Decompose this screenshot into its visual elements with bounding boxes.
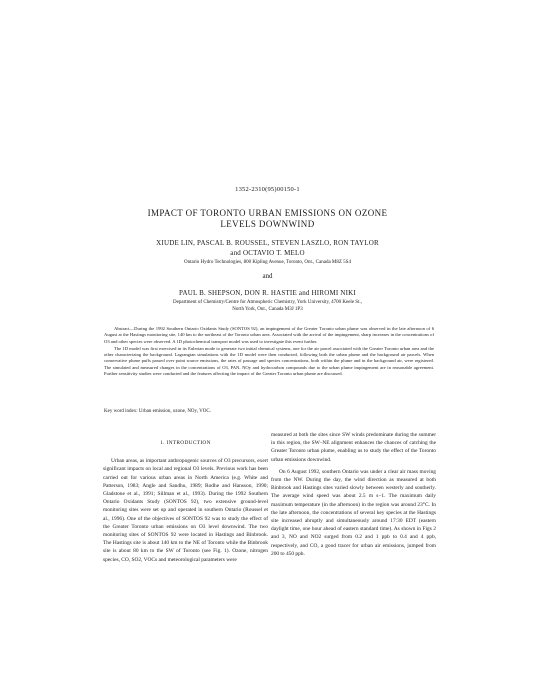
- keywords: Key word index: Urban emission, ozone, NOy, VOC.: [104, 409, 211, 414]
- intro-paragraph-3: On 6 August 1992, southern Ontario was under a clear air mass moving from the NW. During the day, the wind direction as measured at both Binbrook and Hastings sites varied slowly between westerly and southerly. The average wind speed was about 2.5 m s−1. The maximum daily maximum temperature (in the afternoon) in the region was around 23°C. In the late afternoon, the concentrations of several key species at the Hastings site increased abruptly and simultaneously around 17:30 EDT (eastern daylight time, one hour ahead of eastern standard time). As shown in Figs 2 and 3, NO and NO2 surged from 0.2 and 1 ppb to 0.4 and 4 ppb, respectively, and CO, a good tracer for urban air emissions, jumped from 200 to 450 ppb.: [271, 468, 436, 557]
- authors-group-1-line-1: XIUDE LIN, PASCAL B. ROUSSEL, STEVEN LASZLO, RON TAYLOR: [156, 239, 379, 247]
- article-title: [90, 208, 445, 230]
- affiliation-2: [110, 299, 425, 313]
- affiliation-2-line-2: North York, Ont., Canada M3J 1P3: [232, 307, 303, 312]
- abstract-paragraph-2: The 1D model was first exercised in its Eulerian mode to generate two initial chemical systems, one for the air parcel associated with the Greater Toronto urban area and the other characterizing the background. Lagrangian simulations with the 1D model were then conducted, following both the urban plume and the background air parcels. When conservative plume puffs passed over point source emissions, the rates of passage and species concentrations, both within the plume and in the background air, were registered. The simulated and measured changes in the concentrations of O3, PAN, NOy and hydrocarbon compounds due to the urban plume impingement are in reasonable agreement. Further sensitivity studies were conducted and the features affecting the impact of the Greater Toronto urban plume are discussed.: [104, 345, 434, 377]
- authors-group-2: PAUL B. SHEPSON, DON R. HASTIE and HIROMI NIKI: [179, 289, 356, 297]
- intro-paragraph-1: Urban areas, as important anthropogenic sources of O3 precursors, exert significant impacts on local and regional O3 levels. Previous work has been carried out for various urban areas in North America (e.g. White and Patterson, 1983; Angle and Sandhu, 1989; Rodhe and Hansson, 1990; Gladstone et al., 1991; Sillman et al., 1993). During the 1992 Southern Ontario Oxidants Study (SONTOS 92), two extensive ground-level monitoring sites were set up and operated in southern Ontario (Roussel et al., 1996). One of the objectives of SONTOS 92 was to study the effect of the Greater Toronto urban emissions on O3 level downwind. The two monitoring sites of SONTOS 92 were located in Hastings and Binbrook. The Hastings site is about 140 km to the NE of Toronto while the Binbrook site is about 80 km to the SW of Toronto (see Fig. 1). Ozone, nitrogen species, CO, SO2, VOCs and meteorological parameters were: [103, 458, 268, 563]
- authors-group-1: [80, 238, 455, 258]
- authors-group-1-line-2: and OCTAVIO T. MELO: [230, 249, 305, 257]
- abstract-paragraph-1: Abstract—During the 1992 Southern Ontario Oxidants Study (SONTOS 92), an impingement of the Greater Toronto urban plume was observed in the late afternoon of 6 August at the Hastings monitoring site, 140 km to the northeast of the Toronto urban area. Associated with the arrival of the impingement, sharp increases in the concentrations of O3 and other species were observed. A 1D photochemical transport model was used to investigate this event further.: [104, 326, 434, 344]
- title-line-2: LEVELS DOWNWIND: [220, 219, 315, 229]
- title-line-1: IMPACT OF TORONTO URBAN EMISSIONS ON OZONE: [147, 208, 388, 218]
- body-column-right: [271, 431, 436, 562]
- affiliation-1: Ontario Hydro Technologies, 800 Kipling Avenue, Toronto, Ont., Canada M8Z 5S4: [184, 260, 351, 265]
- section-heading: 1. INTRODUCTION: [160, 440, 211, 446]
- authors-and: and: [262, 272, 273, 280]
- intro-paragraph-2: measured at both the sites since SW winds predominate during the summer in this region, the SW–NE alignment enhances the chances of catching the Greater Toronto urban plume, enabling us to study the effect of the Toronto urban emissions downwind.: [271, 432, 436, 463]
- article-code: 1352-2310(95)00150-1: [235, 186, 300, 193]
- affiliation-2-line-1: Department of Chemistry/Centre for Atmospheric Chemistry, York University, 4700 Keele St.,: [173, 300, 362, 305]
- abstract: [104, 326, 434, 378]
- body-column-left: [103, 431, 268, 568]
